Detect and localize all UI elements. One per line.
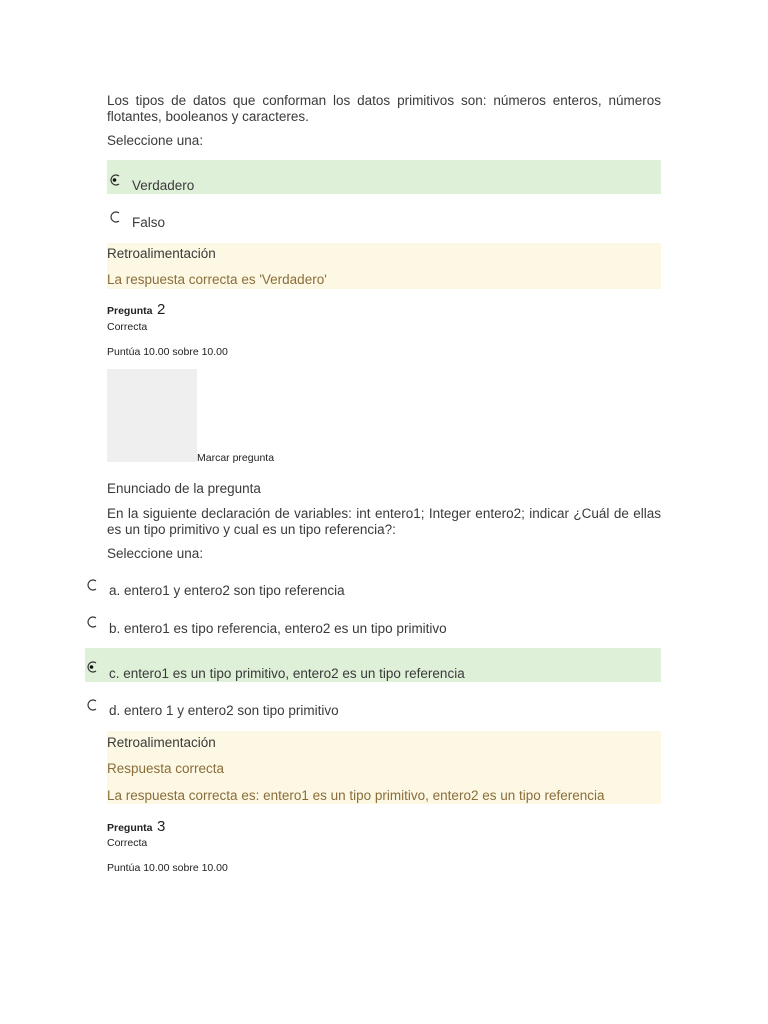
question2-text: En la siguiente declaración de variables: int entero1; Integer entero2; indicar ¿Cuál de ellas es un tipo primitivo y cual es un tipo referencia?:	[107, 506, 661, 537]
radio-unselected-icon[interactable]	[85, 698, 99, 712]
radio-unselected-icon[interactable]	[85, 578, 99, 592]
radio-unselected-icon[interactable]	[108, 210, 122, 224]
question2-option-d[interactable]: d. entero 1 y entero2 son tipo primitivo	[109, 703, 339, 718]
question-number: 3	[156, 818, 166, 835]
question2-option-c[interactable]: c. entero1 es un tipo primitivo, entero2 es un tipo referencia	[109, 666, 465, 681]
question2-header	[107, 301, 165, 319]
question1-feedback-title: Retroalimentación	[107, 246, 216, 261]
question1-option-falso[interactable]: Falso	[132, 215, 166, 230]
question3-header	[107, 818, 165, 836]
question1-option-verdadero[interactable]: Verdadero	[132, 178, 195, 193]
question1-feedback-text: La respuesta correcta es 'Verdadero'	[107, 272, 327, 287]
question2-status: Correcta	[107, 321, 148, 333]
radio-selected-icon[interactable]	[108, 173, 122, 187]
question1-text: Los tipos de datos que conforman los datos primitivos son: números enteros, números flotantes, booleanos y caracteres.	[107, 93, 661, 124]
radio-unselected-icon[interactable]	[85, 615, 99, 629]
question-label: Pregunta	[107, 822, 153, 834]
question2-prompt: Seleccione una:	[107, 546, 204, 561]
question2-option-a[interactable]: a. entero1 y entero2 son tipo referencia	[109, 583, 345, 598]
question2-option-b[interactable]: b. entero1 es tipo referencia, entero2 es un tipo primitivo	[109, 621, 447, 636]
question3-status: Correcta	[107, 837, 148, 849]
question-label: Pregunta	[107, 305, 153, 317]
question2-feedback-result: Respuesta correcta	[107, 761, 225, 776]
question2-score: Puntúa 10.00 sobre 10.00	[107, 346, 228, 358]
question2-feedback-text: La respuesta correcta es: entero1 es un tipo primitivo, entero2 es un tipo referencia	[107, 788, 605, 803]
question2-statement-title: Enunciado de la pregunta	[107, 481, 261, 496]
question-number: 2	[156, 301, 166, 318]
question3-score: Puntúa 10.00 sobre 10.00	[107, 862, 228, 874]
flag-icon[interactable]	[107, 369, 197, 462]
question2-feedback-title: Retroalimentación	[107, 735, 216, 750]
radio-selected-icon[interactable]	[85, 660, 99, 674]
question1-prompt: Seleccione una:	[107, 133, 204, 148]
flag-question-link[interactable]: Marcar pregunta	[197, 452, 275, 464]
